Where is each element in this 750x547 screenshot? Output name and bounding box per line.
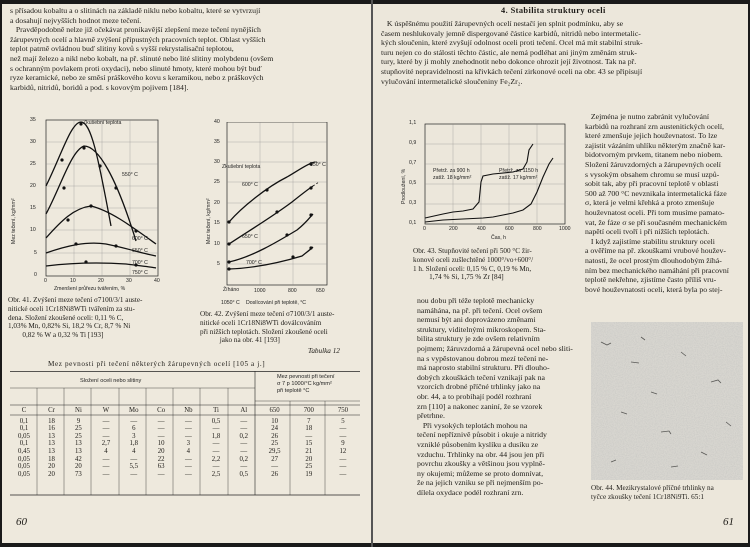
table-header-cell: Nb xyxy=(184,407,193,414)
table-cell: 5,5 xyxy=(129,463,139,471)
table-cell: 4 xyxy=(104,447,108,455)
caption-line: 0,82 % W a 0,32 % Ti [193] xyxy=(8,331,104,340)
table-cell: — xyxy=(240,425,248,433)
table-cell: — xyxy=(339,425,347,433)
text-line: zajistit vázáním uhlíku některým značně kar- xyxy=(585,140,726,150)
figure-42-chart xyxy=(207,122,357,294)
caption-line: konové oceli zušlechtěné 1000°/vo+600°/ xyxy=(413,255,534,264)
table-cell: 18 xyxy=(48,417,55,425)
table-cell: 10 xyxy=(271,417,278,425)
table-cell: 13 xyxy=(48,447,55,455)
table-cell: 0,05 xyxy=(18,470,30,478)
table-row xyxy=(10,456,360,464)
table-cell: 2,7 xyxy=(101,440,111,448)
table-cell: — xyxy=(339,470,347,478)
fig43-annotation: Přetrž. za 900 h xyxy=(433,168,470,174)
caption-line: Obr. 41. Zvýšení meze tečení σ7100/3/1 auste- xyxy=(8,296,143,304)
fig43-xtick: 600 xyxy=(505,226,514,232)
fig41-curve-label: 650° C xyxy=(132,248,148,254)
text-line: karbidů, nitridů, boridů a pod. s kovovým pojivem [184]. xyxy=(10,82,189,92)
text-line: má naprosto stabilní strukturu. Při dlouho- xyxy=(417,363,550,373)
table-cell: 20 xyxy=(305,455,313,463)
fig43-ytick: 1,1 xyxy=(409,120,417,126)
figure-42-y-label: Mez tečení, kg/mm² xyxy=(206,198,212,244)
table-cell: — xyxy=(157,432,165,440)
table-header-cell: Al xyxy=(240,407,248,414)
text-line: Zejména je nutno zabránit vylučování xyxy=(585,112,710,121)
fig42-ytick: 20 xyxy=(214,200,220,206)
table-header-cell: 650 xyxy=(269,407,280,414)
text-line: na s vypěstovanou dobrou mezí tečení ne- xyxy=(417,353,549,363)
table-cell: 0,45 xyxy=(18,447,30,455)
text-line: teplot patrně ovládnou buď slitiny kovů s vyšší rekrystalisační teplotou, xyxy=(10,44,234,54)
text-line: Složení žáruvzdorných a žárupevných ocelí xyxy=(585,160,721,169)
table-header-cell: Ti xyxy=(213,407,219,414)
text-line: teplotě nekřehne, zjistíme často příliš vru- xyxy=(585,275,717,285)
text-line: s ochranným povlakem proti oxydaci), nebo slinuté hmoty, které mohou být buď xyxy=(10,63,262,73)
text-line: bilita struktury je zde ovšem relativním xyxy=(417,334,540,344)
text-line: kých sloučenin, které zvyšují odolnost oceli proti tečení. Ocel má mít stabilní struk- xyxy=(381,38,643,48)
table-cell: 13 xyxy=(48,440,55,448)
table-cell: 0,2 xyxy=(239,455,248,463)
table-cell: 13 xyxy=(75,447,82,455)
text-line: σ, která je velmi křehká a proto zmenšuje xyxy=(585,198,715,208)
table-cell: 0,05 xyxy=(18,463,30,471)
figure-42-x-note2: 1050° C xyxy=(221,300,240,306)
table-cell: 13 xyxy=(75,440,82,448)
fig43-ytick: 0,3 xyxy=(409,200,417,206)
table-cell: — xyxy=(157,470,165,478)
fig43-xtick: 400 xyxy=(477,226,486,232)
fig42-ytick: 15 xyxy=(214,220,220,226)
text-line: zrn [110] a nakonec zaniní, že se vzorek xyxy=(417,401,543,411)
figure-42-x-label: Doslícování při teplotě, °C xyxy=(246,300,307,306)
table-cell: — xyxy=(212,425,220,433)
fig42-xtick: 650 xyxy=(316,288,325,294)
fig43-xtick: 200 xyxy=(449,226,458,232)
table-cell: 5 xyxy=(341,417,345,425)
right-book-page xyxy=(373,4,748,543)
table-cell: 25 xyxy=(271,440,278,448)
section-title: 4. Stabilita struktury oceli xyxy=(501,6,606,15)
table-cell: — xyxy=(212,447,220,455)
text-line: dílela oxydace podél rozhraní zrn. xyxy=(417,488,524,497)
table-cell: — xyxy=(339,432,347,440)
text-line: nemusí být ani doprovázeno změnami xyxy=(417,315,536,325)
table-cell: 2,5 xyxy=(211,470,221,478)
table-cell: 19 xyxy=(305,470,313,478)
table-header-cell: 750 xyxy=(337,407,349,414)
fig41-xtick: 30 xyxy=(126,278,132,284)
text-line: ryze keramické, nebo ze směsí práškového kovu s keramikou, nebo z práškových xyxy=(10,73,264,83)
fig41-xtick: 0 xyxy=(44,278,47,284)
text-line: Při vysokých teplotách mohou na xyxy=(417,420,528,430)
table-cell: 0,5 xyxy=(239,470,248,478)
text-line: že na jejich vzniku se při nejmenším po- xyxy=(417,478,544,488)
table-cell: 0,1 xyxy=(19,425,29,433)
table-12-group-right-1: Mez pevnosti při tečení xyxy=(277,374,335,380)
table-cell: — xyxy=(184,470,192,478)
table-cell: — xyxy=(184,425,192,433)
fig43-ytick: 0,5 xyxy=(409,180,417,186)
caption-line: nitické oceli 1Cr18Ni8WTi tvářením za stu- xyxy=(8,304,135,313)
text-line: vzduchu. Trhlinky na obr. 44 jsou jen při xyxy=(417,449,545,459)
table-cell: — xyxy=(102,463,110,471)
table-cell: 22 xyxy=(157,455,165,463)
table-cell: 10 xyxy=(157,440,165,448)
fig43-xtick: 1000 xyxy=(559,226,571,232)
figure-42-legend: Zkušební teplota xyxy=(222,164,261,170)
text-line: přetrhne. xyxy=(417,411,445,421)
table-cell: 24 xyxy=(271,425,278,433)
table-header-cell: Ni xyxy=(75,407,82,414)
table-row xyxy=(10,440,360,448)
text-line: struktury, viditelnými mikroskopem. Sta- xyxy=(417,324,546,334)
table-cell: — xyxy=(102,470,110,478)
text-line: 500 až 700 °C nevznikala intermetalická fáze xyxy=(585,188,727,198)
table-cell: — xyxy=(271,463,278,471)
table-cell: — xyxy=(240,417,248,425)
text-line: bidotvorným prvkem, titanem nebo niobem. xyxy=(585,150,723,160)
table-header-cell: C xyxy=(21,407,27,414)
table-cell: — xyxy=(339,463,347,471)
table-cell: 9 xyxy=(76,417,81,425)
table-row xyxy=(10,418,360,426)
text-line: s přísadou kobaltu a o slitinách na základě niklu nebo kobaltu, které se vytvrzují xyxy=(10,6,261,15)
caption-line: nitické oceli 1Cr18Ni8WTi doválcováním xyxy=(200,318,322,327)
figure-41-y-ticks xyxy=(16,117,44,277)
table-cell: 20 xyxy=(157,447,165,455)
table-cell: — xyxy=(212,440,220,448)
fig43-annotation: Přetrž. za 1150 h xyxy=(499,168,539,174)
table-cell: 20 xyxy=(48,470,55,478)
table-cell: — xyxy=(240,447,248,455)
text-line: povrchu zkoušky a většinou jsou vyplně- xyxy=(417,459,545,469)
caption-line: Obr. 43. Stupňovité tečení při 500 °C žir- xyxy=(413,247,532,255)
figure-43-y-label: Prodloužení, % xyxy=(401,168,407,204)
caption-line: tyčce zkoušky tečení 1Cr18Ni9Ti. 65:1 xyxy=(591,492,704,501)
figure-43-y-ticks xyxy=(409,120,429,230)
caption-line: jako na obr. 41 [193] xyxy=(200,336,280,345)
fig42-ytick: 5 xyxy=(217,261,220,267)
table-cell: 6 xyxy=(132,425,136,433)
text-line: vzniklé působením kyslíku a dusíku ze xyxy=(417,440,539,449)
table-cell: 20 xyxy=(48,463,55,471)
table-cell: — xyxy=(130,455,138,463)
text-line: tečení nepříznivě působit i okuje a nitridy xyxy=(417,430,547,440)
text-line: Pravděpodobně nelze již očekávat pronikavější zlepšení meze tečení nynějších xyxy=(10,25,261,35)
table-cell: 12 xyxy=(339,447,347,455)
caption-line: 1,03% Mn, 0,82% Si, 18,2 % Cr, 8,7 % Ni xyxy=(8,322,131,331)
fig41-curve-label: 700° C xyxy=(132,260,148,266)
table-cell: 4 xyxy=(132,447,136,455)
caption-line: Obr. 44. Mezikrystalové příčné trhlinky na xyxy=(591,484,714,492)
text-line: nou dobu při téže teplotě mechanicky xyxy=(417,296,535,305)
left-book-page xyxy=(2,4,371,543)
text-line: K úspěšnému použití žárupevných ocelí nestačí jen splnit podmínku, aby se xyxy=(381,19,624,28)
table-cell: 0,2 xyxy=(239,432,248,440)
text-line: sobit tak, aby při pracovní teplotě v oblasti xyxy=(585,179,719,189)
fig41-ytick: 30 xyxy=(30,139,36,145)
table-cell: 25 xyxy=(75,425,82,433)
fig42-ytick: 25 xyxy=(214,179,220,185)
fig42-curve-label: 600° C xyxy=(242,182,258,188)
fig41-ytick: 10 xyxy=(30,227,36,233)
table-cell: 15 xyxy=(305,440,313,448)
caption-line: dena. Složení zkoušené oceli: 0,11 % C, xyxy=(8,313,124,322)
table-header-cell: Co xyxy=(157,407,166,414)
text-line: časem neshlukovaly jemně dispergované částice karbidů, nitridů nebo intermetalic- xyxy=(381,28,641,38)
text-line: s vysokým obsahem chromu se musí uzpů- xyxy=(585,169,720,179)
fig42-curve-label: 650° C xyxy=(242,234,258,240)
table-cell: — xyxy=(157,417,165,425)
fig42-curve-label: 700° C xyxy=(246,260,262,266)
table-cell: 1,8 xyxy=(211,432,221,440)
table-cell: — xyxy=(212,463,220,471)
table-header-cell: Mo xyxy=(129,407,139,414)
table-cell: 0,1 xyxy=(19,417,29,425)
text-line: natosti, že ocel prostým dlouhodobým žíhá- xyxy=(585,256,722,265)
fig41-xtick: 10 xyxy=(70,278,76,284)
figure-43-x-label: Čas, h xyxy=(491,235,506,241)
text-line: ním bez mechanického namáhání při pracovní xyxy=(585,265,729,275)
figure-41-x-label: Zmenšení průřezu tvářením, % xyxy=(54,286,126,292)
figure-41-legend: Zkušební teplota xyxy=(83,120,122,126)
text-line: pojmem; žáruvzdorná a žárupevná ocel nebo sliti- xyxy=(417,344,573,353)
table-12-title: Mez pevnosti při tečení některých žárupevných ocelí [105 a j.] xyxy=(48,360,266,368)
text-line: než mají železo a nikl nebo kobalt, na př. slinuté nebo lité slitiny molybdenu (ovšem xyxy=(10,54,274,63)
table-cell: — xyxy=(130,470,138,478)
caption-line: Obr. 42. Zvýšení meze tečení σ7100/3/1 auste- xyxy=(200,310,335,318)
left-page-number: 60 xyxy=(16,516,27,528)
text-line: vylučování intermetalické sloučeniny Fe₂Zr₂. xyxy=(381,76,523,86)
table-cell: 27 xyxy=(271,455,278,463)
table-cell: 0,05 xyxy=(18,455,30,463)
table-cell: 26 xyxy=(271,432,278,440)
table-cell: — xyxy=(102,417,110,425)
fig41-curve-label: 550° C xyxy=(122,172,138,178)
table-cell: — xyxy=(102,425,110,433)
fig43-ytick: 0,1 xyxy=(409,220,417,226)
table-header-cell: W xyxy=(102,407,110,414)
fig43-ytick: 0,7 xyxy=(409,160,417,166)
fig42-ytick: 35 xyxy=(214,139,220,145)
text-line: obr. 44, a to probíhají podél rozhraní xyxy=(417,392,532,401)
table-cell: — xyxy=(305,432,313,440)
text-line: I když zajistíme stabilitu struktury oceli xyxy=(585,236,715,246)
figure-41-y-label: Mez tečení, kg/mm² xyxy=(11,198,17,244)
fig43-annotation: zatíž. 17 kg/mm² xyxy=(499,175,538,181)
text-line: vzorcích drobné příčné trhlinky jako na xyxy=(417,382,541,392)
fig42-xtick: 800 xyxy=(288,288,297,294)
text-line: které zmenšuje jejich houževnatost. To lze xyxy=(585,131,718,141)
table-cell: 3 xyxy=(186,440,191,448)
table-cell: — xyxy=(130,417,138,425)
table-row xyxy=(10,448,360,456)
figure-41-x-ticks xyxy=(44,278,174,286)
table-cell: — xyxy=(102,432,110,440)
table-cell: 0,05 xyxy=(18,432,30,440)
table-cell: 18 xyxy=(48,455,55,463)
text-line: a dosahují nejvyšších hodnot meze tečení. xyxy=(10,15,142,25)
table-cell: — xyxy=(184,417,192,425)
fig41-xtick: 20 xyxy=(98,278,104,284)
table-cell: 42 xyxy=(75,455,82,463)
table-row xyxy=(10,471,360,479)
table-cell: — xyxy=(240,463,248,471)
table-cell: 4 xyxy=(186,447,191,455)
figure-42-y-ticks xyxy=(212,119,226,285)
text-line: tury, které by ji mohly znehodnotit nebo dokonce ohrozit její životnost. Tak na př. xyxy=(381,57,637,67)
table-row xyxy=(10,463,360,471)
table-12-group-left: Složení oceli nebo slitiny xyxy=(80,378,142,384)
table-cell: 29,5 xyxy=(268,447,281,455)
table-cell: 25 xyxy=(305,463,313,471)
fig42-ytick: 10 xyxy=(214,241,220,247)
fig41-curve-label: 600° C xyxy=(132,236,148,242)
table-cell: — xyxy=(339,455,347,463)
text-line: napětí oceli tvoří i při nižších teplotách. xyxy=(585,227,710,237)
text-line: bové houževnatosti oceli, která byla po stej- xyxy=(585,284,723,294)
fig42-ytick: 40 xyxy=(214,119,220,125)
table-cell: 26 xyxy=(271,470,278,478)
table-cell: — xyxy=(102,455,110,463)
fig41-xtick: 40 xyxy=(154,278,160,284)
text-line: stupňovité nepravidelnosti na křivkách tečení zirkonové oceli na obr. 43 se připisují xyxy=(381,67,643,76)
text-line: dobých zkouškách tečení vznikají pak na xyxy=(417,372,545,382)
table-cell: 1,8 xyxy=(129,440,139,448)
table-cell: 25 xyxy=(75,432,82,440)
fig42-curve-label: 550° C xyxy=(310,162,326,168)
table-header-row xyxy=(10,407,360,415)
table-cell: 21 xyxy=(305,447,313,455)
fig42-xtick: 1000 xyxy=(254,288,266,294)
table-row xyxy=(10,425,360,433)
text-line: houževnatost oceli. Při tom musíme pamato- xyxy=(585,208,725,217)
table-12-label: Tabulka 12 xyxy=(308,347,340,355)
table-cell: 13 xyxy=(48,432,55,440)
figure-44-micrograph xyxy=(591,322,743,480)
table-cell: 63 xyxy=(157,463,165,471)
fig41-ytick: 25 xyxy=(30,161,36,167)
text-line: namáhána, na př. při tečení. Ocel ovšem xyxy=(417,305,543,315)
table-12-group-right-2: σ 7 p 1000/°C kg/mm² xyxy=(277,381,332,387)
table-cell: — xyxy=(157,425,165,433)
text-line: turu nejen co do stálosti těchto částic, ale nemá podléhat ani jiným změnám struk- xyxy=(381,47,637,57)
fig41-ytick: 15 xyxy=(30,205,36,211)
fig43-xtick: 0 xyxy=(423,226,426,232)
table-cell: 9 xyxy=(341,440,345,448)
table-cell: 16 xyxy=(48,425,55,433)
fig43-xtick: 800 xyxy=(533,226,542,232)
fig41-ytick: 35 xyxy=(30,117,36,123)
table-cell: — xyxy=(240,440,248,448)
table-cell: — xyxy=(184,432,192,440)
caption-line: při nižších teplotách. Složení zkoušené oceli xyxy=(200,327,328,336)
fig42-ytick: 30 xyxy=(214,159,220,165)
figure-42-x-note: Žíháno xyxy=(223,287,240,293)
text-line: vat, že fáze σ se při současném mechanickém xyxy=(585,217,727,227)
table-cell: 2,2 xyxy=(211,455,221,463)
table-cell: — xyxy=(184,455,192,463)
table-cell: 0,5 xyxy=(211,417,221,425)
fig41-ytick: 20 xyxy=(30,183,36,189)
fig41-curve-label: 750° C xyxy=(132,270,148,276)
figure-43-x-ticks xyxy=(423,226,573,234)
table-cell: 7 xyxy=(307,417,311,425)
table-header-cell: 700 xyxy=(303,407,314,414)
right-page-number: 61 xyxy=(723,516,734,528)
table-header-cell: Cr xyxy=(48,407,55,414)
table-cell: 20 xyxy=(75,463,82,471)
table-12-group-right-3: při teplotě °C xyxy=(277,388,310,394)
fig43-ytick: 0,9 xyxy=(409,140,417,146)
table-cell: 0,1 xyxy=(19,440,29,448)
caption-line: 1 h. Složení oceli: 0,15 % C, 0,19 % Mn, xyxy=(413,264,532,273)
text-line: žárupevných ocelí a hlavně zvýšení přípustných pracovních teplot. Oblast vyšších xyxy=(10,34,266,44)
table-cell: 73 xyxy=(75,470,82,478)
table-12 xyxy=(10,407,360,478)
table-cell: 3 xyxy=(132,432,136,440)
table-cell: 18 xyxy=(305,425,313,433)
table-cell: — xyxy=(184,463,192,471)
caption-line: 1,74 % Si, 1,75 % Zr [84] xyxy=(413,273,504,282)
text-line: karbidů na rozhraní zrn austenitických ocelí, xyxy=(585,121,724,131)
fig43-annotation: zatíž. 18 kg/mm² xyxy=(433,175,472,181)
text-line: a ověříme na př. zkouškami vrubové houžev- xyxy=(585,246,726,256)
fig41-ytick: 0 xyxy=(34,272,37,278)
fig41-ytick: 5 xyxy=(34,250,37,256)
text-line: ny okujemi; můžeme se proto domnívat, xyxy=(417,468,544,478)
table-row xyxy=(10,433,360,441)
